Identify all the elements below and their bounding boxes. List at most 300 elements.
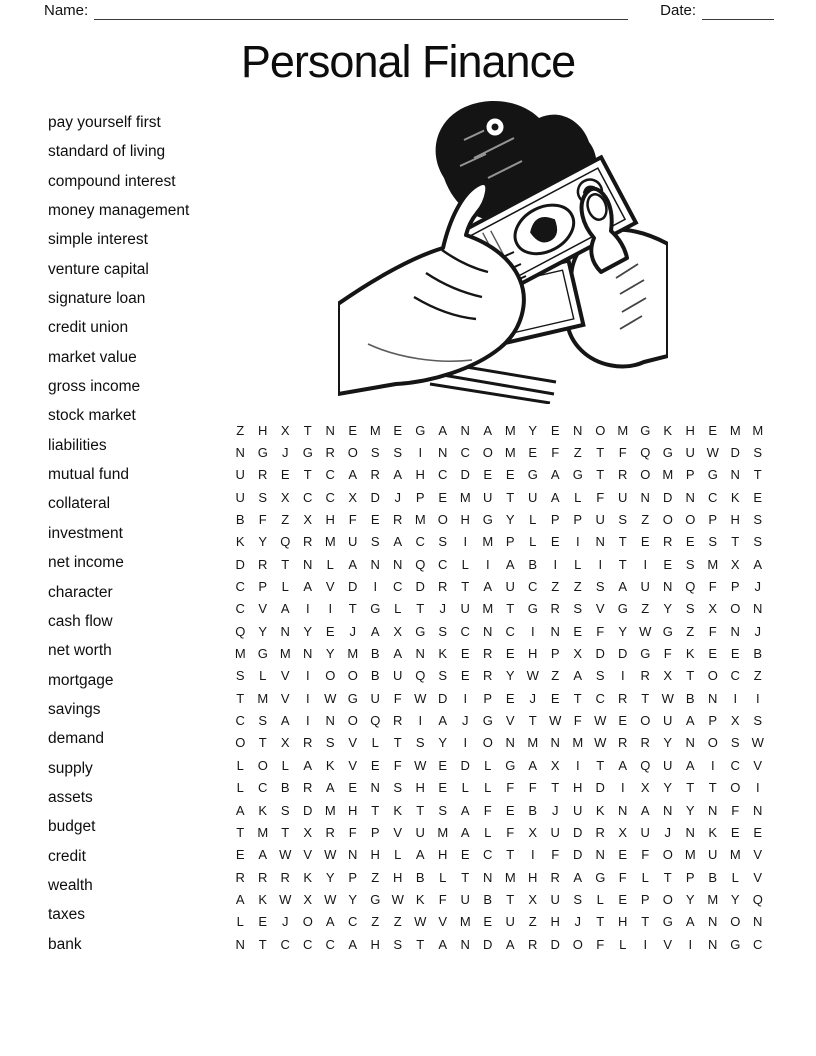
grid-letter: U (348, 534, 358, 550)
grid-letter: A (393, 646, 403, 662)
grid-letter: T (416, 936, 425, 952)
grid-letter: U (505, 579, 515, 595)
grid-letter: N (708, 936, 718, 952)
grid-letter: R (258, 467, 268, 483)
grid-letter: H (438, 847, 448, 863)
grid-letter: I (418, 445, 423, 461)
grid-letter: F (393, 690, 402, 706)
grid-letter: T (461, 579, 470, 595)
grid-letter: S (438, 668, 448, 684)
grid-letter: E (505, 646, 515, 662)
grid-letter: T (596, 467, 605, 483)
grid-letter: B (235, 512, 245, 528)
grid-letter: O (482, 735, 493, 751)
grid-letter: S (438, 623, 448, 639)
grid-letter: C (325, 489, 335, 505)
grid-letter: T (596, 914, 605, 930)
grid-letter: V (325, 579, 335, 595)
grid-letter: E (438, 757, 448, 773)
grid-row (229, 508, 769, 530)
grid-letter: U (685, 445, 695, 461)
grid-letter: Z (573, 445, 582, 461)
grid-letter: U (483, 489, 493, 505)
grid-letter: M (482, 534, 494, 550)
grid-letter: U (640, 579, 650, 595)
grid-letter: I (643, 936, 648, 952)
grid-letter: F (551, 445, 560, 461)
grid-letter: Z (641, 601, 650, 617)
grid-letter: U (573, 802, 583, 818)
grid-letter: X (618, 824, 628, 840)
grid-letter: E (708, 646, 718, 662)
grid-letter: O (730, 601, 741, 617)
grid-letter: F (483, 802, 492, 818)
grid-letter: L (484, 757, 492, 773)
grid-letter: O (640, 713, 651, 729)
grid-letter: U (708, 847, 718, 863)
grid-letter: T (686, 668, 695, 684)
grid-letter: Y (685, 891, 695, 907)
grid-letter: T (461, 869, 470, 885)
word-list-item: savings (48, 700, 101, 718)
grid-letter: M (617, 422, 629, 438)
grid-row (229, 419, 769, 441)
grid-letter: M (459, 489, 471, 505)
grid-letter: F (596, 936, 605, 952)
grid-letter: A (415, 847, 425, 863)
grid-letter: Z (551, 579, 560, 595)
grid-letter: N (685, 824, 695, 840)
grid-letter: V (393, 824, 403, 840)
word-list-item: cash flow (48, 612, 113, 630)
grid-row (229, 732, 769, 754)
grid-letter: I (598, 556, 603, 572)
grid-letter: C (325, 467, 335, 483)
grid-letter: L (641, 869, 649, 885)
grid-letter: F (573, 713, 582, 729)
grid-row (229, 687, 769, 709)
grid-letter: L (394, 601, 402, 617)
grid-letter: T (258, 936, 267, 952)
grid-letter: E (550, 690, 560, 706)
grid-letter: G (257, 445, 268, 461)
grid-letter: C (438, 467, 448, 483)
grid-letter: P (483, 690, 493, 706)
grid-letter: U (460, 891, 470, 907)
grid-letter: P (573, 512, 583, 528)
grid-letter: J (754, 623, 761, 639)
grid-letter: B (370, 646, 380, 662)
grid-letter: A (348, 556, 358, 572)
grid-letter: D (730, 445, 740, 461)
grid-letter: K (393, 802, 403, 818)
grid-letter: L (731, 869, 739, 885)
grid-letter: S (753, 534, 763, 550)
grid-letter: S (393, 445, 403, 461)
grid-letter: K (438, 646, 448, 662)
grid-letter: M (324, 534, 336, 550)
grid-letter: E (730, 824, 740, 840)
grid-letter: R (618, 690, 628, 706)
word-list-item: bank (48, 935, 82, 953)
grid-letter: B (280, 780, 290, 796)
grid-letter: E (753, 824, 763, 840)
grid-letter: V (753, 757, 763, 773)
word-list-item: signature loan (48, 290, 146, 308)
grid-letter: S (438, 802, 448, 818)
grid-letter: N (685, 489, 695, 505)
grid-letter: I (328, 601, 333, 617)
grid-letter: D (483, 936, 493, 952)
grid-letter: E (325, 623, 335, 639)
grid-letter: N (708, 690, 718, 706)
grid-letter: N (483, 869, 493, 885)
grid-letter: N (505, 735, 515, 751)
grid-letter: T (708, 780, 717, 796)
grid-letter: N (595, 534, 605, 550)
grid-letter: Q (640, 757, 651, 773)
grid-letter: D (573, 847, 583, 863)
word-search-grid (229, 419, 769, 955)
grid-letter: F (663, 646, 672, 662)
grid-letter: E (280, 467, 290, 483)
grid-letter: M (707, 556, 719, 572)
grid-letter: A (460, 802, 470, 818)
word-list-item: mutual fund (48, 466, 129, 484)
grid-letter: N (460, 936, 470, 952)
grid-letter: M (729, 422, 741, 438)
grid-letter: V (258, 601, 268, 617)
grid-letter: K (730, 489, 740, 505)
grid-letter: T (236, 690, 245, 706)
grid-letter: O (730, 914, 741, 930)
grid-row (229, 553, 769, 575)
grid-letter: R (618, 467, 628, 483)
grid-letter: R (303, 534, 313, 550)
grid-letter: I (373, 579, 378, 595)
grid-letter: E (460, 646, 470, 662)
grid-letter: X (303, 891, 313, 907)
grid-letter: N (753, 601, 763, 617)
grid-letter: P (730, 579, 740, 595)
grid-letter: V (753, 869, 763, 885)
grid-letter: C (303, 936, 313, 952)
grid-letter: I (733, 690, 738, 706)
grid-letter: F (258, 512, 267, 528)
grid-letter: U (415, 824, 425, 840)
grid-letter: I (305, 601, 310, 617)
grid-letter: N (235, 445, 245, 461)
grid-letter: X (550, 757, 560, 773)
grid-letter: Z (641, 512, 650, 528)
grid-letter: C (595, 690, 605, 706)
grid-letter: N (325, 422, 335, 438)
grid-row (229, 709, 769, 731)
grid-letter: A (348, 936, 358, 952)
grid-letter: N (550, 735, 560, 751)
grid-letter: O (347, 713, 358, 729)
grid-letter: W (414, 914, 427, 930)
grid-letter: Z (281, 512, 290, 528)
grid-letter: I (643, 556, 648, 572)
grid-letter: H (550, 914, 560, 930)
grid-letter: P (348, 869, 358, 885)
grid-letter: G (640, 646, 651, 662)
grid-letter: X (303, 824, 313, 840)
grid-row (229, 575, 769, 597)
grid-letter: N (325, 713, 335, 729)
grid-letter: K (303, 869, 313, 885)
grid-letter: B (708, 869, 718, 885)
grid-letter: V (505, 713, 515, 729)
grid-letter: H (393, 869, 403, 885)
grid-letter: I (575, 534, 580, 550)
grid-letter: H (415, 780, 425, 796)
grid-letter: O (595, 422, 606, 438)
grid-letter: Y (663, 780, 673, 796)
grid-letter: N (235, 936, 245, 952)
grid-letter: R (528, 936, 538, 952)
grid-letter: H (618, 914, 628, 930)
grid-letter: S (730, 735, 740, 751)
grid-letter: W (414, 757, 427, 773)
grid-letter: U (595, 512, 605, 528)
grid-letter: N (348, 847, 358, 863)
grid-letter: R (640, 735, 650, 751)
grid-letter: O (662, 891, 673, 907)
grid-letter: W (526, 668, 539, 684)
grid-letter: V (663, 936, 673, 952)
grid-letter: N (370, 780, 380, 796)
grid-letter: R (438, 579, 448, 595)
grid-letter: E (618, 847, 628, 863)
grid-letter: E (550, 534, 560, 550)
grid-letter: G (707, 467, 718, 483)
grid-letter: P (640, 891, 650, 907)
grid-letter: Y (528, 422, 538, 438)
grid-letter: F (506, 780, 515, 796)
grid-letter: Y (685, 802, 695, 818)
grid-letter: E (550, 422, 560, 438)
grid-row (229, 620, 769, 642)
word-list-item: market value (48, 348, 137, 366)
grid-letter: D (460, 467, 470, 483)
grid-letter: I (485, 556, 490, 572)
grid-letter: X (663, 668, 673, 684)
grid-letter: J (529, 690, 536, 706)
grid-letter: N (415, 646, 425, 662)
grid-letter: C (528, 579, 538, 595)
grid-letter: Z (528, 914, 537, 930)
grid-letter: M (504, 869, 516, 885)
grid-letter: S (753, 445, 763, 461)
grid-letter: N (303, 646, 313, 662)
grid-row (229, 486, 769, 508)
grid-letter: O (662, 512, 673, 528)
grid-letter: C (235, 579, 245, 595)
grid-letter: T (371, 802, 380, 818)
grid-letter: G (527, 467, 538, 483)
grid-letter: R (258, 556, 268, 572)
grid-letter: Y (505, 512, 515, 528)
grid-letter: S (258, 713, 268, 729)
grid-letter: R (483, 668, 493, 684)
grid-row (229, 531, 769, 553)
grid-letter: C (438, 556, 448, 572)
grid-letter: X (280, 489, 290, 505)
grid-letter: P (708, 713, 718, 729)
grid-letter: N (460, 422, 470, 438)
grid-letter: I (463, 534, 468, 550)
grid-letter: R (325, 824, 335, 840)
grid-letter: F (506, 824, 515, 840)
grid-letter: N (753, 914, 763, 930)
grid-letter: T (506, 489, 515, 505)
grid-row (229, 441, 769, 463)
grid-letter: G (257, 646, 268, 662)
grid-letter: M (369, 422, 381, 438)
grid-letter: G (370, 601, 381, 617)
grid-letter: F (731, 802, 740, 818)
grid-letter: T (506, 891, 515, 907)
grid-letter: B (483, 891, 493, 907)
grid-letter: H (573, 780, 583, 796)
grid-letter: W (324, 847, 337, 863)
grid-letter: V (438, 914, 448, 930)
grid-letter: I (710, 757, 715, 773)
name-blank-line[interactable] (94, 4, 628, 20)
grid-letter: P (685, 869, 695, 885)
date-blank-line[interactable] (702, 4, 774, 20)
grid-letter: F (618, 869, 627, 885)
grid-letter: H (258, 422, 268, 438)
grid-letter: C (393, 579, 403, 595)
grid-letter: R (663, 534, 673, 550)
grid-letter: D (460, 757, 470, 773)
grid-letter: E (753, 489, 763, 505)
grid-letter: X (393, 623, 403, 639)
grid-letter: A (280, 601, 290, 617)
grid-letter: G (640, 422, 651, 438)
grid-letter: I (755, 690, 760, 706)
grid-letter: T (416, 601, 425, 617)
grid-letter: L (461, 556, 469, 572)
grid-letter: M (257, 824, 269, 840)
word-list-item: mortgage (48, 671, 114, 689)
grid-letter: M (347, 646, 359, 662)
grid-letter: H (325, 512, 335, 528)
grid-letter: A (685, 914, 695, 930)
grid-letter: G (662, 914, 673, 930)
grid-letter: K (258, 802, 268, 818)
grid-letter: E (258, 914, 268, 930)
grid-letter: T (281, 556, 290, 572)
grid-letter: A (438, 713, 448, 729)
grid-letter: F (348, 824, 357, 840)
grid-letter: I (620, 668, 625, 684)
grid-letter: J (394, 489, 401, 505)
grid-letter: M (324, 802, 336, 818)
grid-letter: K (685, 646, 695, 662)
grid-letter: X (640, 780, 650, 796)
grid-letter: A (640, 802, 650, 818)
grid-letter: U (370, 690, 380, 706)
grid-letter: W (324, 891, 337, 907)
grid-letter: E (730, 646, 740, 662)
grid-letter: R (550, 869, 560, 885)
grid-letter: L (281, 757, 289, 773)
grid-letter: T (663, 869, 672, 885)
grid-letter: C (303, 489, 313, 505)
grid-letter: I (463, 690, 468, 706)
grid-letter: K (235, 534, 245, 550)
grid-letter: S (235, 668, 245, 684)
grid-letter: S (753, 713, 763, 729)
grid-letter: L (439, 869, 447, 885)
grid-letter: Y (730, 891, 740, 907)
grid-letter: V (280, 690, 290, 706)
grid-letter: N (280, 623, 290, 639)
grid-letter: T (303, 467, 312, 483)
grid-letter: Y (258, 534, 268, 550)
grid-letter: M (504, 445, 516, 461)
grid-row (229, 799, 769, 821)
grid-letter: D (550, 936, 560, 952)
grid-letter: M (729, 847, 741, 863)
grid-letter: O (257, 757, 268, 773)
grid-letter: W (324, 690, 337, 706)
grid-letter: A (258, 847, 268, 863)
word-list-item: budget (48, 818, 96, 836)
grid-letter: L (574, 489, 582, 505)
grid-letter: U (618, 489, 628, 505)
grid-letter: E (663, 556, 673, 572)
grid-letter: A (325, 914, 335, 930)
grid-letter: D (348, 579, 358, 595)
grid-letter: D (370, 489, 380, 505)
grid-letter: N (640, 489, 650, 505)
grid-letter: C (415, 534, 425, 550)
grid-letter: X (730, 556, 740, 572)
grid-letter: F (596, 623, 605, 639)
grid-letter: I (530, 847, 535, 863)
grid-letter: W (414, 690, 427, 706)
grid-letter: Z (371, 914, 380, 930)
word-list-item: compound interest (48, 172, 176, 190)
grid-letter: S (685, 556, 695, 572)
grid-letter: F (618, 445, 627, 461)
grid-letter: Q (640, 445, 651, 461)
grid-letter: T (641, 914, 650, 930)
grid-letter: N (483, 623, 493, 639)
grid-letter: E (505, 690, 515, 706)
grid-letter: I (755, 780, 760, 796)
grid-letter: L (371, 735, 379, 751)
grid-letter: N (708, 802, 718, 818)
grid-letter: U (235, 467, 245, 483)
grid-row (229, 821, 769, 843)
grid-letter: R (550, 601, 560, 617)
word-list-item: pay yourself first (48, 114, 161, 131)
grid-letter: B (528, 556, 538, 572)
grid-letter: G (527, 601, 538, 617)
grid-letter: D (595, 646, 605, 662)
grid-letter: O (707, 735, 718, 751)
grid-letter: V (595, 601, 605, 617)
grid-letter: J (349, 623, 356, 639)
grid-letter: P (370, 824, 380, 840)
grid-letter: X (708, 601, 718, 617)
